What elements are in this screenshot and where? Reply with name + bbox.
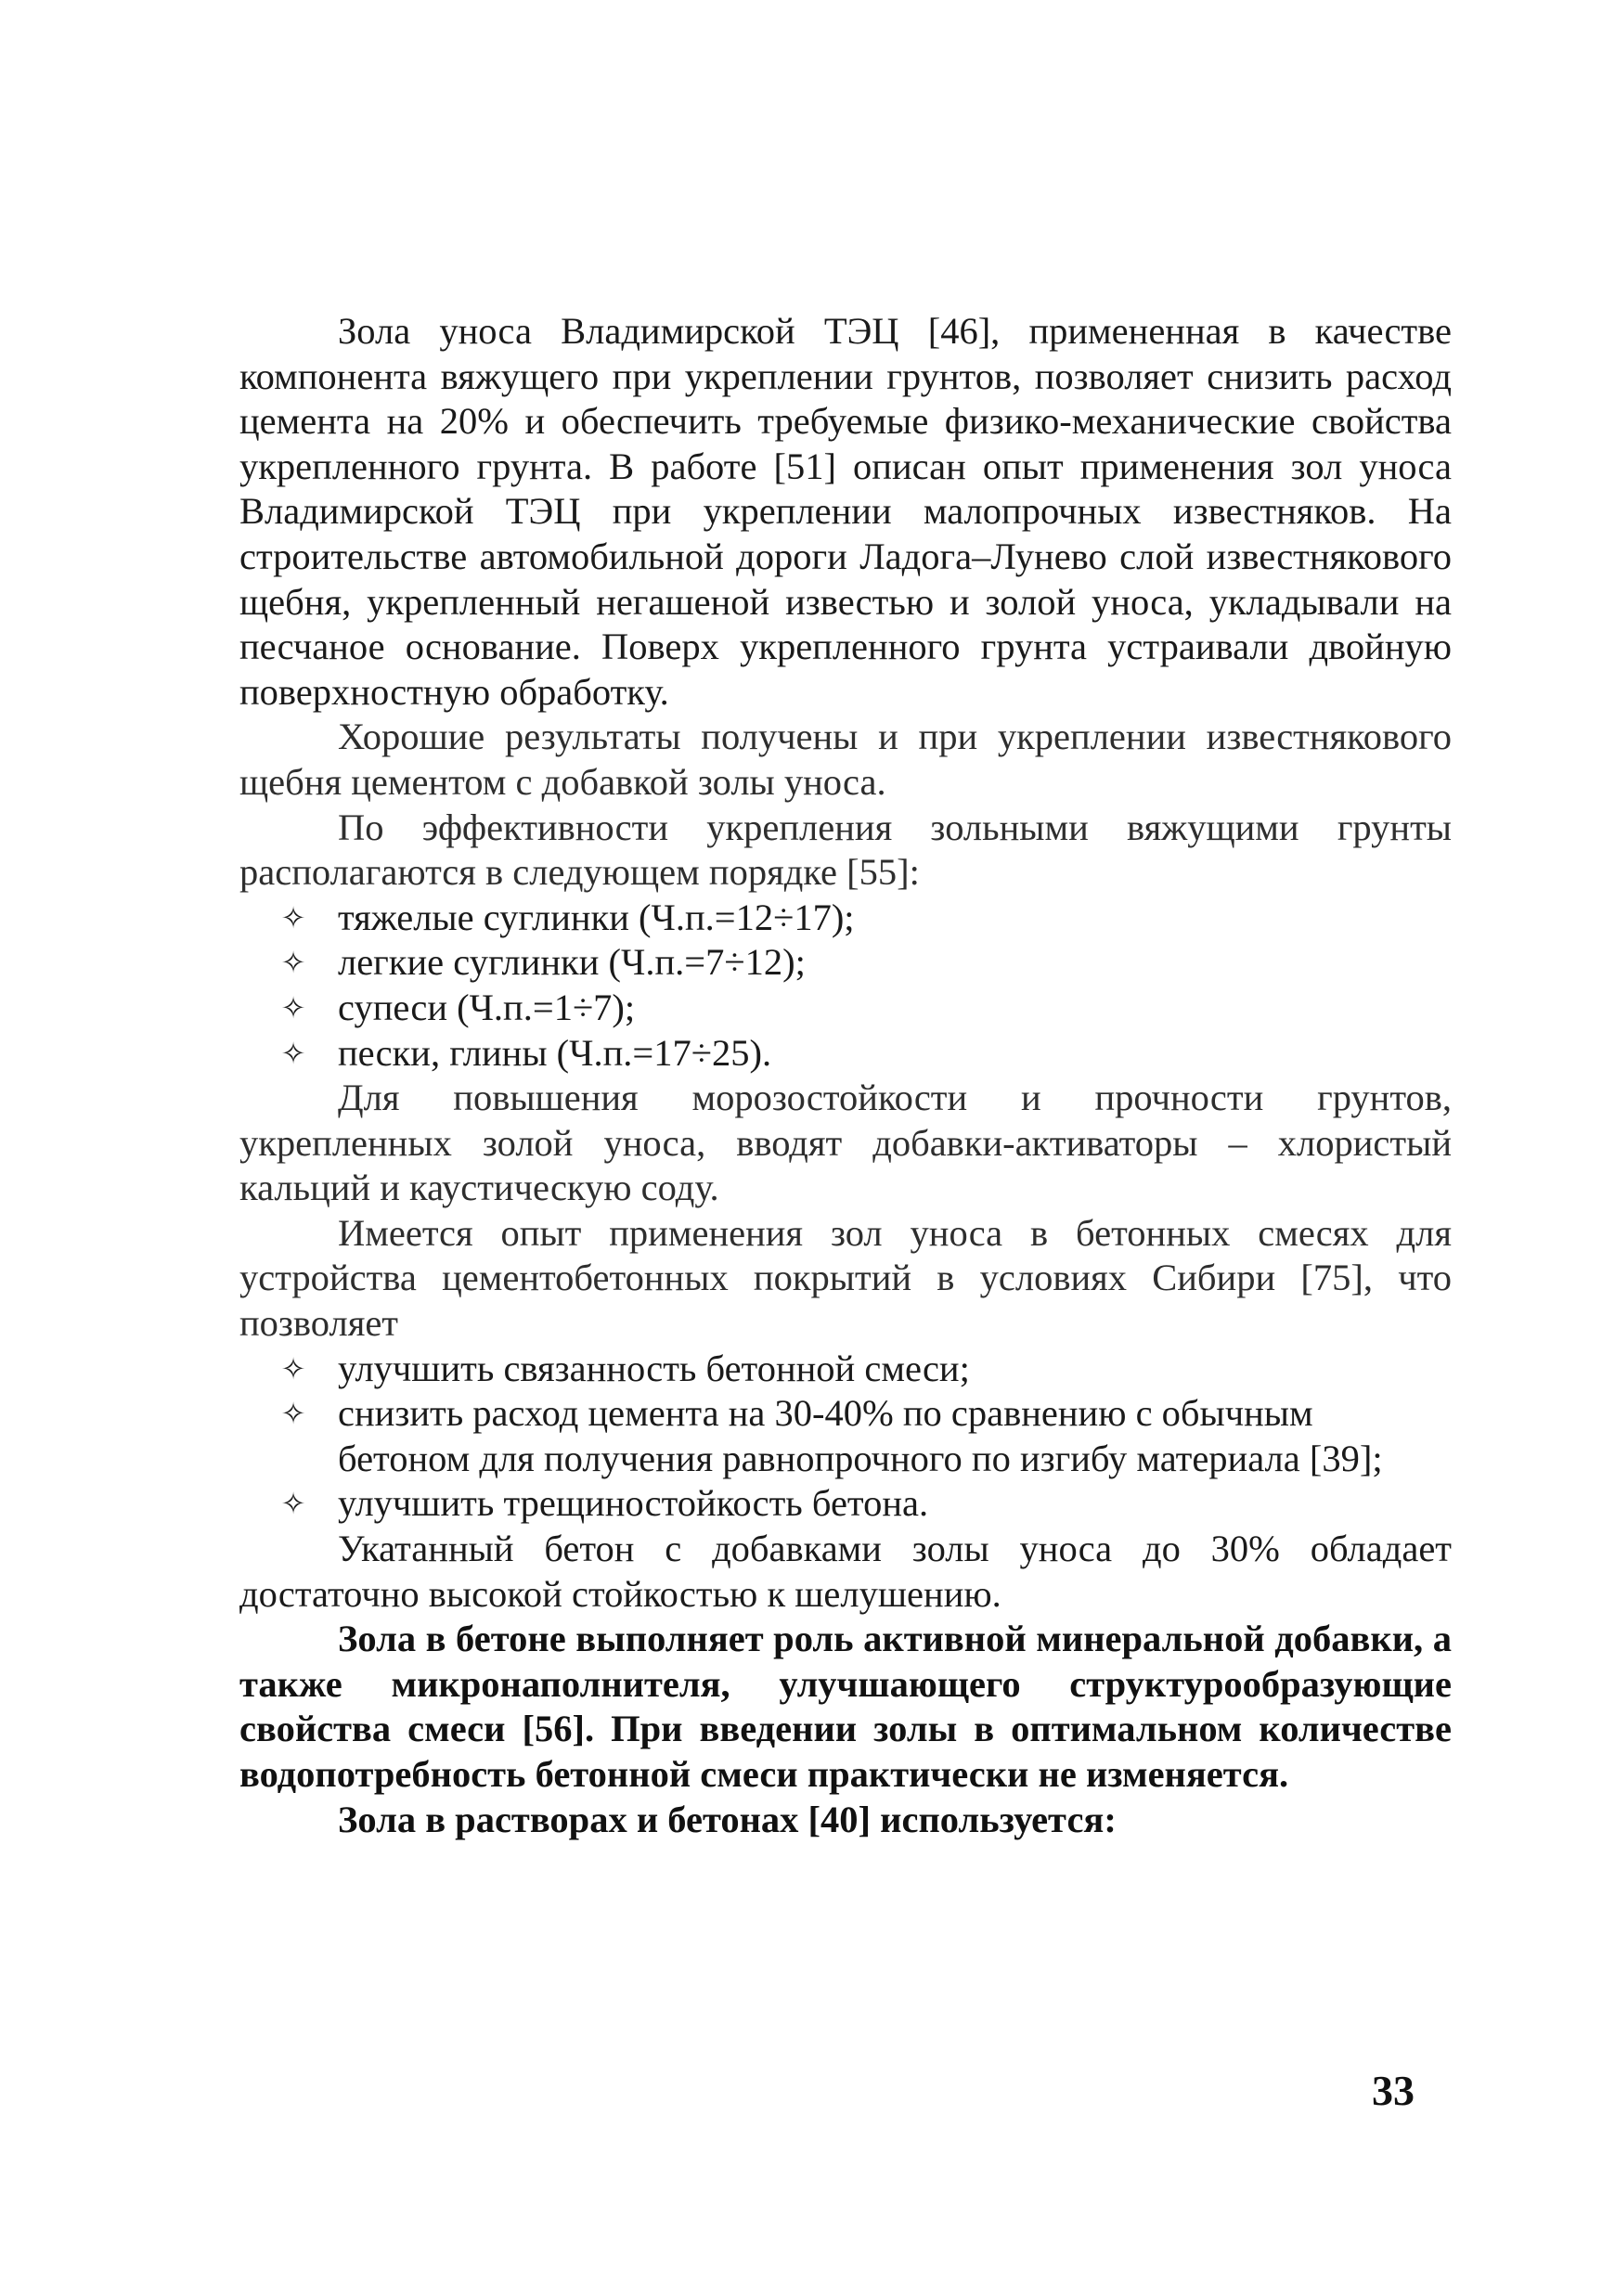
concrete-benefits-list <box>239 1347 1452 1527</box>
paragraph-ash-in-concrete: Зола в бетоне выполняет роль активной минеральной добавки, а также микронаполнителя, улучшающего структурообразующие свойства смеси [56]. При введении золы в оптимальном количестве водопотребность бетонной смеси практически не изменяется. <box>239 1618 1452 1795</box>
list-item <box>239 896 1452 941</box>
diamond-star-icon: ✧ <box>280 989 306 1025</box>
paragraph-siberia-experience: Имеется опыт применения зол уноса в бетонных смесях для устройства цементобетонных покрытий в условиях Сибири [75], что позволяет <box>239 1211 1452 1345</box>
diamond-star-icon: ✧ <box>280 1396 306 1432</box>
list-item-text: супеси (Ч.п.=1÷7); <box>338 986 636 1028</box>
paragraph-soil-order-intro: По эффективности укрепления зольными вяжущими грунты располагаются в следующем порядке [55]: <box>239 806 1452 894</box>
list-item-text: снизить расход цемента на 30-40% по сравнению с обычным бетоном для получения равнопрочного по изгибу материала [39]; <box>338 1392 1383 1479</box>
body-text <box>239 309 1452 1842</box>
paragraph-ash-usage-intro: Зола в растворах и бетонах [40] используется: <box>338 1798 1117 1840</box>
list-item <box>239 1481 1452 1527</box>
soil-list <box>239 896 1452 1076</box>
list-item-text: пески, глины (Ч.п.=17÷25). <box>338 1031 772 1074</box>
paragraph-fly-ash-vladimir: Зола уноса Владимирской ТЭЦ [46], примененная в качестве компонента вяжущего при укреплении грунтов, позволяет снизить расход цемента на 20% и обеспечить требуемые физико-механические свойства укрепленного грунта. В работе [51] описан опыт применения зол уноса Владимирской ТЭЦ при укреплении малопрочных известняков. На строительстве автомобильной дороги Ладога–Лунево слой известнякового щебня, укрепленный негашеной известью и золой уноса, укладывали на песчаное основание. Поверх укрепленного грунта устраивали двойную поверхностную обработку. <box>239 310 1452 713</box>
diamond-star-icon: ✧ <box>280 899 306 935</box>
diamond-star-icon: ✧ <box>280 1035 306 1071</box>
diamond-star-icon: ✧ <box>280 945 306 981</box>
list-item <box>239 1391 1452 1481</box>
list-item-text: легкие суглинки (Ч.п.=7÷12); <box>338 941 806 984</box>
list-item <box>239 1347 1452 1392</box>
list-item <box>239 1031 1452 1077</box>
paragraph-rolled-concrete: Укатанный бетон с добавками золы уноса до 30% обладает достаточно высокой стойкостью к шелушению. <box>239 1528 1452 1615</box>
list-item <box>239 986 1452 1031</box>
list-item-text: улучшить трещиностойкость бетона. <box>338 1482 929 1525</box>
diamond-star-icon: ✧ <box>280 1486 306 1522</box>
page-number: 33 <box>1372 2067 1415 2114</box>
paragraph-limestone-results: Хорошие результаты получены и при укреплении известнякового щебня цементом с добавкой золы уноса. <box>239 716 1452 803</box>
list-item <box>239 940 1452 986</box>
list-item-text: тяжелые суглинки (Ч.п.=12÷17); <box>338 896 855 938</box>
paragraph-frost-resistance: Для повышения морозостойкости и прочности грунтов, укрепленных золой уноса, вводят добавки-активаторы – хлористый кальций и каустическую соду. <box>239 1077 1452 1209</box>
diamond-star-icon: ✧ <box>280 1350 306 1387</box>
list-item-text: улучшить связанность бетонной смеси; <box>338 1347 970 1389</box>
